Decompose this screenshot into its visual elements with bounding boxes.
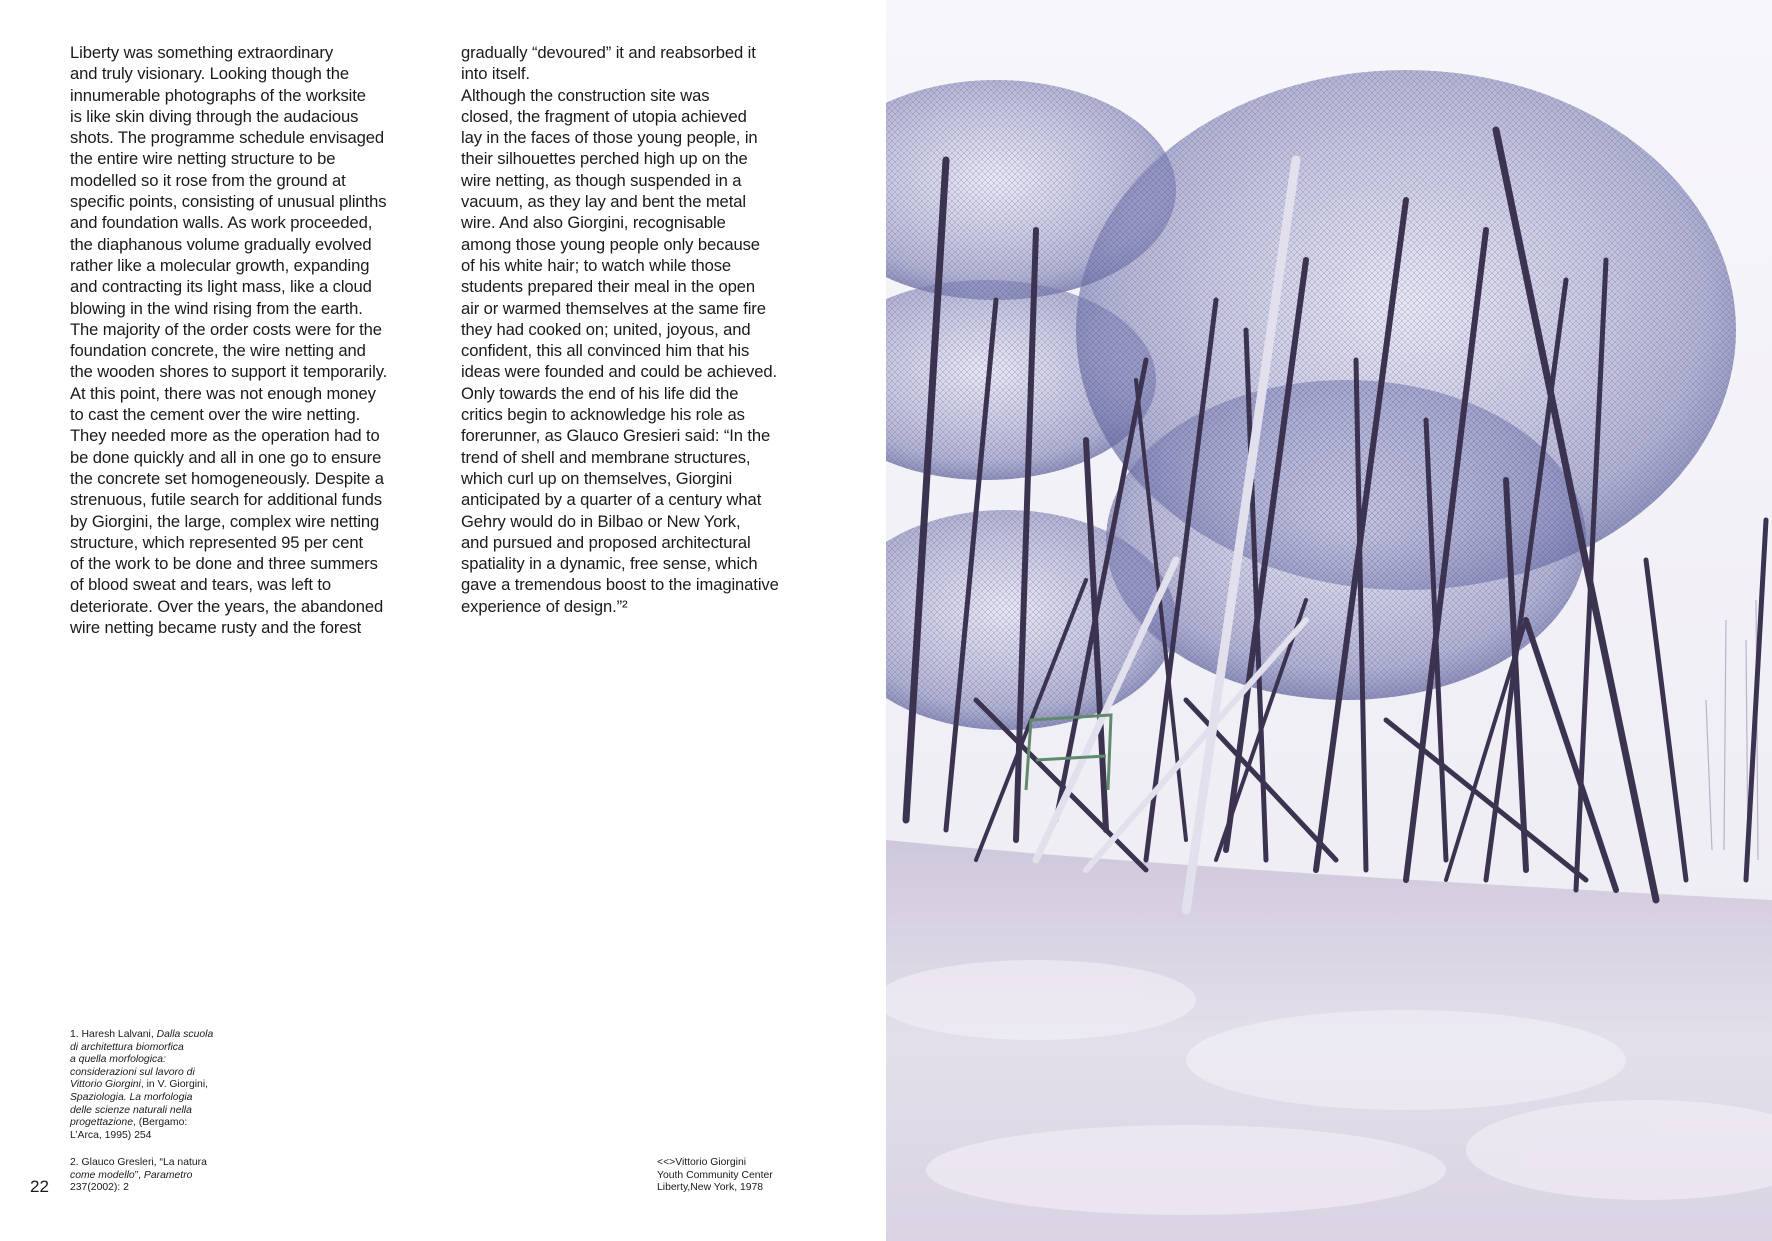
caption-line: Youth Community Center xyxy=(657,1169,773,1181)
footnote-2: 2. Glauco Gresleri, “La natura come modello”, Parametro 237(2002): 2 xyxy=(70,1157,207,1194)
body-text-column-2 xyxy=(461,42,821,617)
text-line: specific points, consisting of unusual plinths xyxy=(70,192,387,212)
text-line: innumerable photographs of the worksite xyxy=(70,85,366,105)
text-line: structure, which represented 95 per cent xyxy=(70,532,364,552)
text-line: of blood sweat and tears, was left to xyxy=(70,575,332,595)
text-line: The majority of the order costs were for the xyxy=(70,319,382,339)
text-line: anticipated by a quarter of a century what xyxy=(461,490,762,510)
text-line: They needed more as the operation had to xyxy=(70,426,380,446)
text-line: trend of shell and membrane structures, xyxy=(461,447,751,467)
text-line: Only towards the end of his life did the xyxy=(461,383,739,403)
text-line: the wooden shores to support it temporarily. xyxy=(70,362,388,382)
text-line: they had cooked on; united, joyous, and xyxy=(461,319,751,339)
text-line: At this point, there was not enough money xyxy=(70,383,376,403)
text-line: wire netting, as though suspended in a xyxy=(461,170,742,190)
text-line: of his white hair; to watch while those xyxy=(461,255,732,275)
text-line: the concrete set homogeneously. Despite a xyxy=(70,468,384,488)
text-line: to cast the cement over the wire netting. xyxy=(70,405,361,425)
text-line: gave a tremendous boost to the imaginative xyxy=(461,575,779,595)
text-line: of the work to be done and three summers xyxy=(70,554,378,574)
text-line: the entire wire netting structure to be xyxy=(70,149,336,169)
photo-caption xyxy=(657,1157,773,1195)
caption-line: <<>Vittorio Giorgini xyxy=(657,1157,747,1168)
text-line: forerunner, as Glauco Gresieri said: “In the xyxy=(461,426,771,446)
wire-netting-structure-photo xyxy=(886,0,1772,1241)
text-line: by Giorgini, the large, complex wire netting xyxy=(70,511,380,531)
text-line: confident, this all convinced him that his xyxy=(461,341,750,361)
text-line: ideas were founded and could be achieved. xyxy=(461,362,778,382)
text-line: wire. And also Giorgini, recognisable xyxy=(461,213,726,233)
text-line: modelled so it rose from the ground at xyxy=(70,170,346,190)
text-line: Liberty was something extraordinary xyxy=(70,43,334,62)
text-line: foundation concrete, the wire netting and xyxy=(70,341,366,361)
text-line: students prepared their meal in the open xyxy=(461,277,755,297)
text-line: which curl up on themselves, Giorgini xyxy=(461,468,733,488)
text-line: into itself. xyxy=(461,64,530,84)
text-line: their silhouettes perched high up on the xyxy=(461,149,748,169)
text-line: critics begin to acknowledge his role as xyxy=(461,405,745,425)
text-line: be done quickly and all in one go to ensure xyxy=(70,447,382,467)
text-line: and truly visionary. Looking though the xyxy=(70,64,349,84)
text-line: closed, the fragment of utopia achieved xyxy=(461,106,747,126)
text-line: and contracting its light mass, like a cloud xyxy=(70,277,372,297)
text-line: experience of design.”² xyxy=(461,596,628,616)
caption-line: Liberty,New York, 1978 xyxy=(657,1182,764,1194)
footnote-1: 1. Haresh Lalvani, Dalla scuola di architettura biomorfica a quella morfologica: considerazioni sul lavoro di Vittorio Giorgini, in V. Giorgini, Spaziologia. La morfologia delle scienze naturali nella progettazione, (Bergamo: L’Arca, 1995) 254 xyxy=(70,1029,214,1141)
text-line: deteriorate. Over the years, the abandoned xyxy=(70,596,384,616)
body-text-column-1 xyxy=(70,42,430,638)
text-line: and pursued and proposed architectural xyxy=(461,532,751,552)
text-line: lay in the faces of those young people, in xyxy=(461,128,758,148)
text-line: strenuous, futile search for additional funds xyxy=(70,490,382,510)
text-line: blowing in the wind rising from the earth. xyxy=(70,298,363,318)
text-line: vacuum, as they lay and bent the metal xyxy=(461,192,746,212)
text-line: Gehry would do in Bilbao or New York, xyxy=(461,511,741,531)
text-line: gradually “devoured” it and reabsorbed it xyxy=(461,43,756,62)
text-line: air or warmed themselves at the same fire xyxy=(461,298,766,318)
text-line: Although the construction site was xyxy=(461,85,710,105)
text-line: the diaphanous volume gradually evolved xyxy=(70,234,372,254)
text-line: and foundation walls. As work proceeded, xyxy=(70,213,373,233)
text-line: is like skin diving through the audacious xyxy=(70,106,359,126)
text-line: rather like a molecular growth, expanding xyxy=(70,255,370,275)
text-line: wire netting became rusty and the forest xyxy=(70,618,362,638)
text-line: shots. The programme schedule envisaged xyxy=(70,128,385,148)
page-number: 22 xyxy=(30,1177,49,1196)
text-line: among those young people only because xyxy=(461,234,760,254)
text-line: spatiality in a dynamic, free sense, which xyxy=(461,554,758,574)
